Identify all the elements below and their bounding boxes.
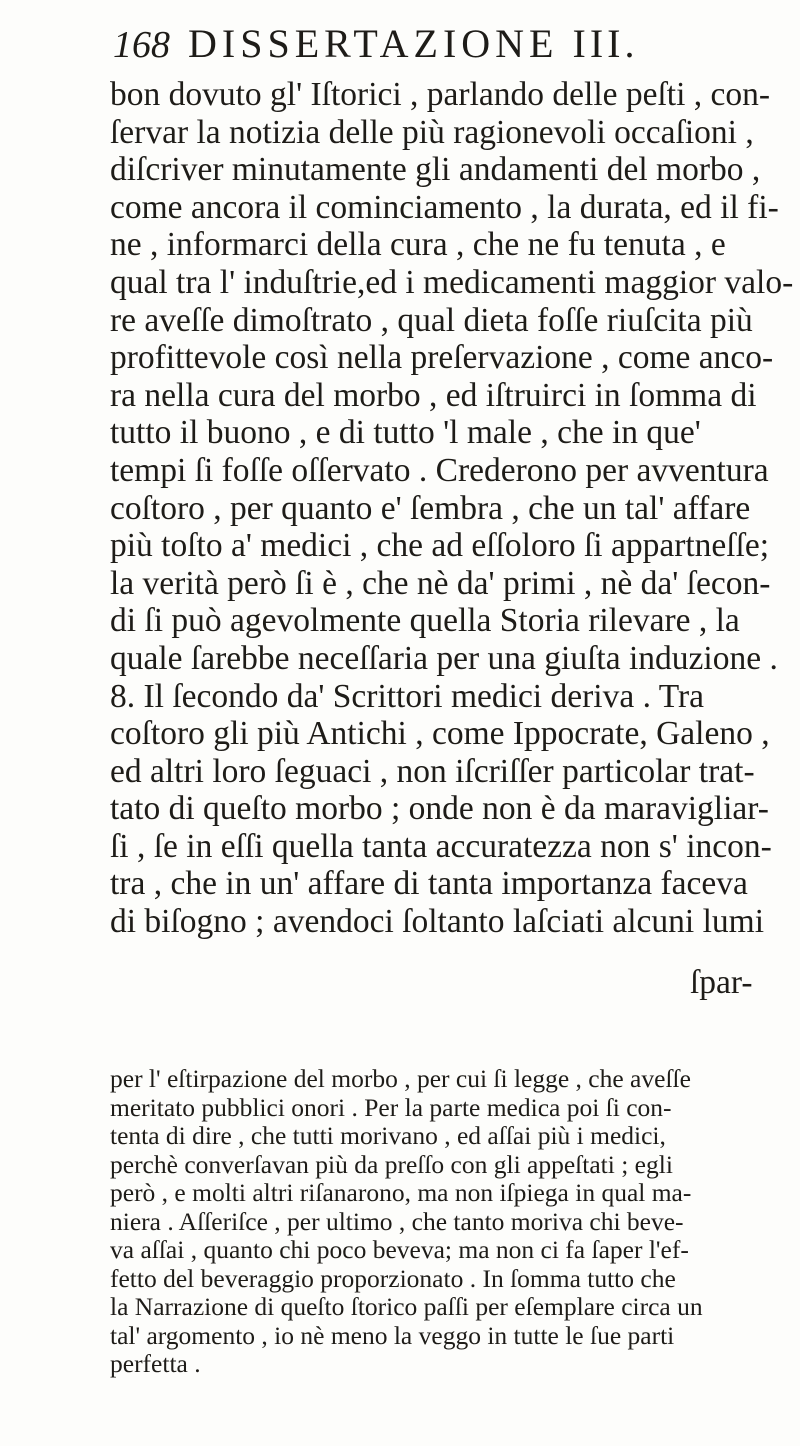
footnote-line: per l' eſtirpazione del morbo , per cui ſi legge , che aveſſe (110, 1065, 691, 1093)
text-line: re aveſſe dimoſtrato , qual dieta foſſe riuſcita più (110, 301, 753, 339)
text-line: la verità però ſi è , che nè da' primi , nè da' ſecon- (110, 564, 771, 602)
text-line: ſervar la notizia delle più ragionevoli occaſioni , (110, 113, 754, 151)
footnote-line: va aſſai , quanto chi poco beveva; ma non ci fa ſaper l'ef- (110, 1236, 689, 1264)
text-line: tempi ſi foſſe oſſervato . Crederono per avventura (110, 451, 769, 489)
footnote-line: perchè converſavan più da preſſo con gli appeſtati ; egli (110, 1150, 673, 1179)
text-line: ra nella cura del morbo , ed iſtruirci in ſomma di (110, 376, 757, 414)
footnote-line: tal' argomento , io nè meno la veggo in tutte le ſue parti (110, 1321, 675, 1350)
text-line: tutto il buono , e di tutto 'l male , che in que' (110, 414, 701, 452)
running-header (113, 14, 793, 74)
page-number: 168 (113, 24, 170, 66)
footnote-line: niera . Aſſeriſce , per ultimo , che tanto moriva chi beve- (110, 1207, 684, 1236)
footnote-line: perfetta . (110, 1350, 201, 1378)
header-title: DISSERTAZIONE (188, 21, 559, 66)
catchword: ſpar- (690, 964, 753, 1001)
text-line: 8. Il ſecondo da' Scrittori medici deriva . Tra (110, 677, 705, 715)
text-line: come ancora il cominciamento , la durata, ed il fi- (110, 188, 779, 226)
text-line: di biſogno ; avendoci ſoltanto laſciati alcuni lumi (110, 903, 765, 941)
text-line: più toſto a' medici , che ad eſſoloro ſi appartneſſe; (110, 527, 770, 565)
text-line: profittevole così nella preſervazione , come anco- (110, 339, 774, 377)
text-line: di ſi può agevolmente quella Storia rilevare , la (110, 602, 740, 640)
text-line: bon dovuto gl' Iſtorici , parlando delle peſti , con- (110, 76, 771, 113)
footnote-line: fetto del beveraggio proporzionato . In ſomma tutto che (110, 1264, 676, 1293)
main-text (110, 76, 800, 941)
text-line: tato di queſto morbo ; onde non è da maravigliar- (110, 790, 769, 828)
text-line: coſtoro , per quanto e' ſembra , che un tal' affare (110, 489, 751, 527)
text-line: ed altri loro ſeguaci , non iſcriſſer particolar trat- (110, 752, 755, 790)
text-line: coſtoro gli più Antichi , come Ippocrate, Galeno , (110, 715, 770, 753)
footnote-line: tenta di dire , che tutti morivano , ed aſſai più i medici, (110, 1122, 666, 1150)
text-line: quale ſarebbe neceſſaria per una giuſta induzione . (110, 639, 778, 677)
text-line: ne , informarci della cura , che ne fu tenuta , e (110, 226, 726, 264)
text-line: tra , che in un' affare di tanta importanza faceva (110, 865, 748, 903)
header-part: III. (572, 21, 639, 66)
footnote-line: la Narrazione di queſto ſtorico paſſi per eſemplare circa un (110, 1293, 703, 1321)
footnote (110, 1065, 800, 1379)
text-line: ſi , ſe in eſſi quella tanta accuratezza non s' incon- (110, 827, 772, 865)
text-line: qual tra l' induſtrie,ed i medicamenti maggior valo- (110, 263, 794, 301)
footnote-line: però , e molti altri riſanarono, ma non iſpiega in qual ma- (110, 1179, 692, 1207)
footnote-line: meritato pubblici onori . Per la parte medica poi ſi con- (110, 1093, 672, 1122)
text-line: diſcriver minutamente gli andamenti del morbo , (110, 151, 761, 189)
